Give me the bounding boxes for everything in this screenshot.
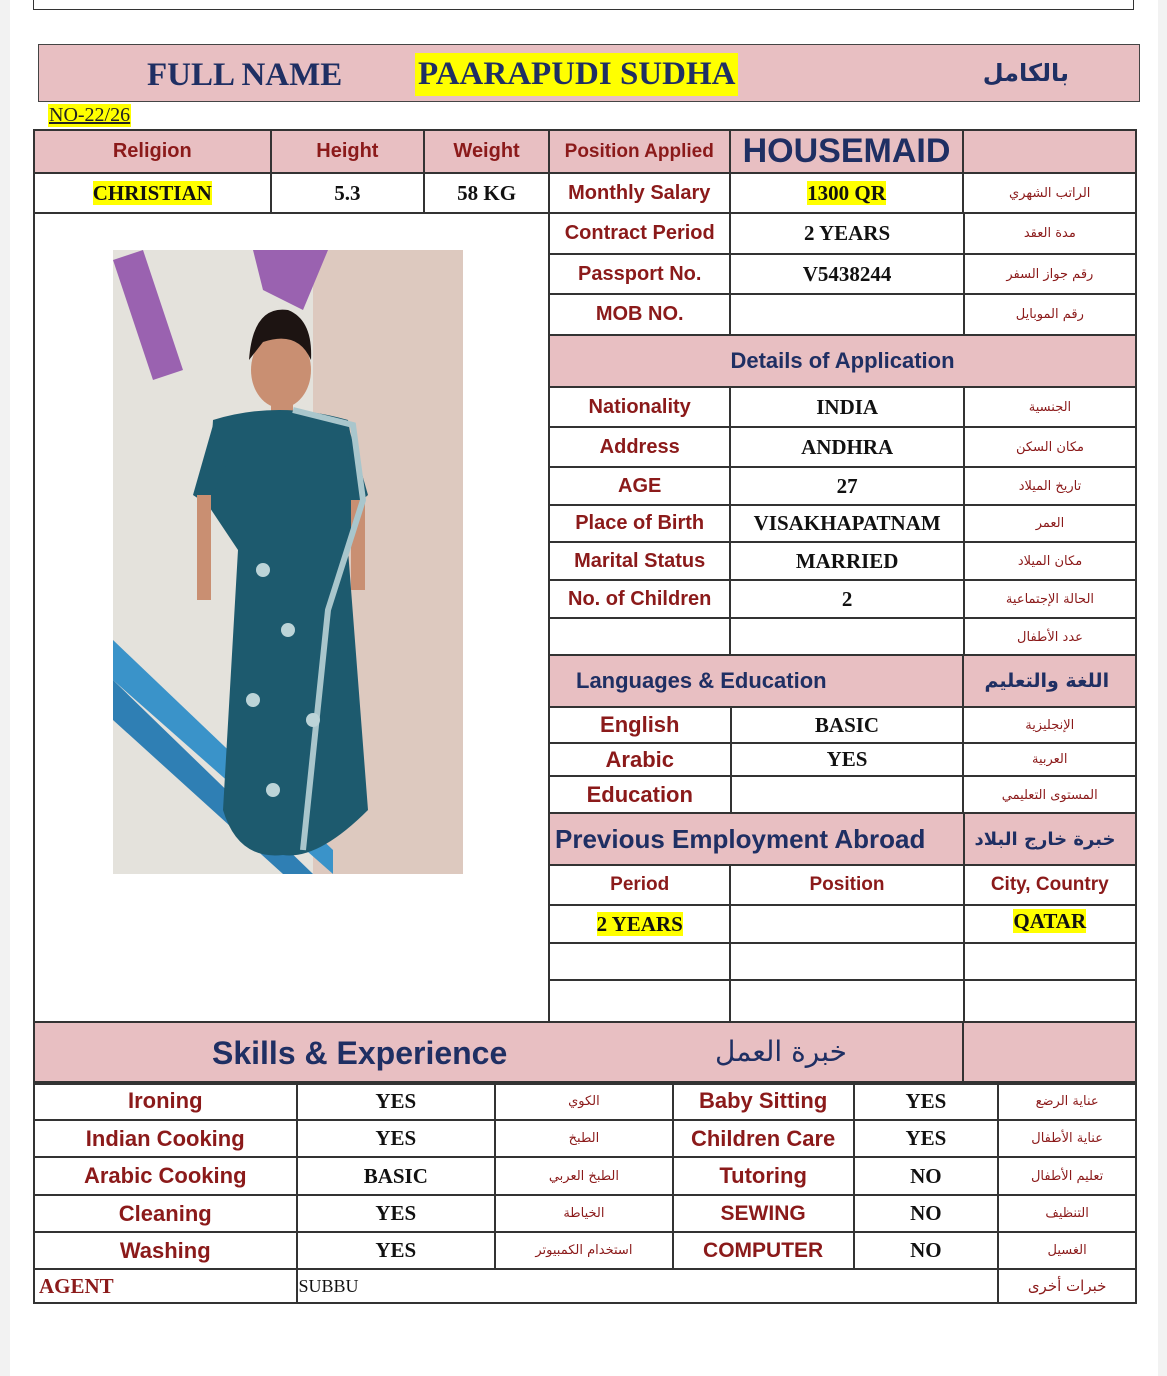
employment-position <box>730 905 963 943</box>
employment-position <box>730 943 963 980</box>
position-value: HOUSEMAID <box>730 130 964 173</box>
period-label: Period <box>549 865 730 905</box>
skill-value: NO <box>854 1157 999 1195</box>
full-name-arabic: بالكامل <box>982 59 1069 87</box>
skill-value: BASIC <box>297 1157 496 1195</box>
skill-label: Indian Cooking <box>34 1120 297 1157</box>
skills-header-end <box>963 1022 1136 1084</box>
languages-title-arabic: اللغة والتعليم <box>963 655 1136 707</box>
skill-value: YES <box>854 1082 999 1120</box>
height-value: 5.3 <box>271 173 425 213</box>
detail-value: 2 <box>730 580 964 618</box>
detail-label: Place of Birth <box>549 505 730 542</box>
language-value: BASIC <box>731 707 964 743</box>
language-label: English <box>549 707 731 743</box>
passport-arabic: رقم جواز السفر <box>964 254 1136 294</box>
detail-arabic: تاريخ الميلاد <box>964 467 1136 505</box>
detail-arabic: الجنسية <box>964 387 1136 427</box>
contract-label: Contract Period <box>549 213 730 254</box>
skill-label: Cleaning <box>34 1195 297 1232</box>
position-arabic-cell <box>963 130 1136 173</box>
language-value: YES <box>731 743 964 776</box>
skill-value: YES <box>297 1232 496 1269</box>
top-frame <box>33 0 1134 10</box>
employment-period: 2 YEARS <box>596 911 683 936</box>
employment-period <box>549 943 730 980</box>
detail-arabic: مكان الميلاد <box>964 542 1136 580</box>
passport-label: Passport No. <box>549 254 730 294</box>
languages-title: Languages & Education <box>549 655 963 707</box>
skill-arabic: استخدام الكمبيوتر <box>495 1232 673 1269</box>
detail-label: AGE <box>549 467 730 505</box>
skill-arabic: التنظيف <box>998 1195 1136 1232</box>
agent-label: AGENT <box>34 1269 297 1303</box>
height-label: Height <box>271 130 425 173</box>
detail-value <box>730 618 964 657</box>
salary-value: 1300 QR <box>807 180 886 205</box>
skill-arabic: تعليم الأطفال <box>998 1157 1136 1195</box>
detail-label <box>549 618 730 657</box>
detail-arabic: الحالة الإجتماعية <box>964 580 1136 618</box>
education-value <box>731 776 964 814</box>
employment-title: Previous Employment Abroad <box>549 813 964 865</box>
reference-number: NO-22/26 <box>49 104 131 126</box>
skill-arabic: الخياطة <box>495 1195 673 1232</box>
detail-label: Address <box>549 427 730 467</box>
full-name-label: FULL NAME <box>147 57 343 93</box>
skill-arabic: الكوي <box>495 1082 673 1120</box>
skill-label: Tutoring <box>673 1157 854 1195</box>
agent-value: SUBBU <box>297 1269 999 1303</box>
skills-table <box>33 1081 1137 1304</box>
passport-value: V5438244 <box>730 254 963 294</box>
skill-arabic: الطبخ العربي <box>495 1157 673 1195</box>
education-arabic: المستوى التعليمي <box>963 776 1136 814</box>
language-label: Arabic <box>549 743 731 776</box>
weight-label: Weight <box>424 130 549 173</box>
mob-label: MOB NO. <box>549 294 730 335</box>
salary-label: Monthly Salary <box>549 173 730 213</box>
employment-period <box>549 980 730 1023</box>
religion-value: CHRISTIAN <box>92 180 212 205</box>
employment-city: QATAR <box>1013 909 1087 933</box>
skill-label: Washing <box>34 1232 297 1269</box>
detail-label: Nationality <box>549 387 730 427</box>
skill-label: Ironing <box>34 1082 297 1120</box>
mob-value <box>730 294 963 335</box>
skill-label: Children Care <box>673 1120 854 1157</box>
city-country-label: City, Country <box>964 865 1136 905</box>
skill-arabic: عناية الأطفال <box>998 1120 1136 1157</box>
skill-value: NO <box>854 1195 999 1232</box>
skill-arabic: الغسيل <box>998 1232 1136 1269</box>
other-skills-arabic: خبرات أخرى <box>998 1269 1136 1303</box>
contract-value: 2 YEARS <box>730 213 963 254</box>
full-name-value: PAARAPUDI SUDHA <box>415 53 738 96</box>
employment-city <box>964 980 1136 1023</box>
skill-value: NO <box>854 1232 999 1269</box>
top-row-table <box>33 129 1137 214</box>
position-label: Position Applied <box>549 130 730 173</box>
detail-label: Marital Status <box>549 542 730 580</box>
languages-table <box>548 654 1137 815</box>
skills-title-arabic: خبرة العمل <box>715 1035 847 1068</box>
skill-value: YES <box>297 1195 496 1232</box>
job-info-table <box>548 212 1137 388</box>
weight-value: 58 KG <box>424 173 549 213</box>
employment-title-arabic: خبرة خارج البلاد <box>964 813 1136 865</box>
detail-value: VISAKHAPATNAM <box>730 505 964 542</box>
skill-value: YES <box>297 1120 496 1157</box>
detail-arabic: مكان السكن <box>964 427 1136 467</box>
religion-label: Religion <box>34 130 271 173</box>
skill-label: SEWING <box>673 1195 854 1232</box>
skill-value: YES <box>854 1120 999 1157</box>
detail-value: 27 <box>730 467 964 505</box>
skill-label: Baby Sitting <box>673 1082 854 1120</box>
full-name-bar <box>38 44 1140 102</box>
employment-position-label: Position <box>730 865 963 905</box>
contract-arabic: مدة العقد <box>964 213 1136 254</box>
language-arabic: الإنجليزية <box>963 707 1136 743</box>
skill-arabic: عناية الرضع <box>998 1082 1136 1120</box>
applicant-photo <box>113 250 463 874</box>
detail-value: INDIA <box>730 387 964 427</box>
detail-value: MARRIED <box>730 542 964 580</box>
language-arabic: العربية <box>963 743 1136 776</box>
skills-header <box>34 1022 963 1084</box>
skill-arabic: الطبخ <box>495 1120 673 1157</box>
skill-label: Arabic Cooking <box>34 1157 297 1195</box>
salary-arabic: الراتب الشهري <box>963 173 1136 213</box>
skill-label: COMPUTER <box>673 1232 854 1269</box>
detail-arabic: عدد الأطفال <box>964 618 1136 657</box>
education-label: Education <box>549 776 731 814</box>
details-table <box>548 386 1137 658</box>
mob-arabic: رقم الموبايل <box>964 294 1136 335</box>
detail-label: No. of Children <box>549 580 730 618</box>
skill-value: YES <box>297 1082 496 1120</box>
employment-city <box>964 943 1136 980</box>
employment-position <box>730 980 963 1023</box>
detail-arabic: العمر <box>964 505 1136 542</box>
skills-header-table <box>33 1021 1137 1085</box>
details-title: Details of Application <box>549 335 1136 387</box>
employment-table <box>548 812 1137 1024</box>
skills-title: Skills & Experience <box>212 1035 508 1071</box>
detail-value: ANDHRA <box>730 427 964 467</box>
